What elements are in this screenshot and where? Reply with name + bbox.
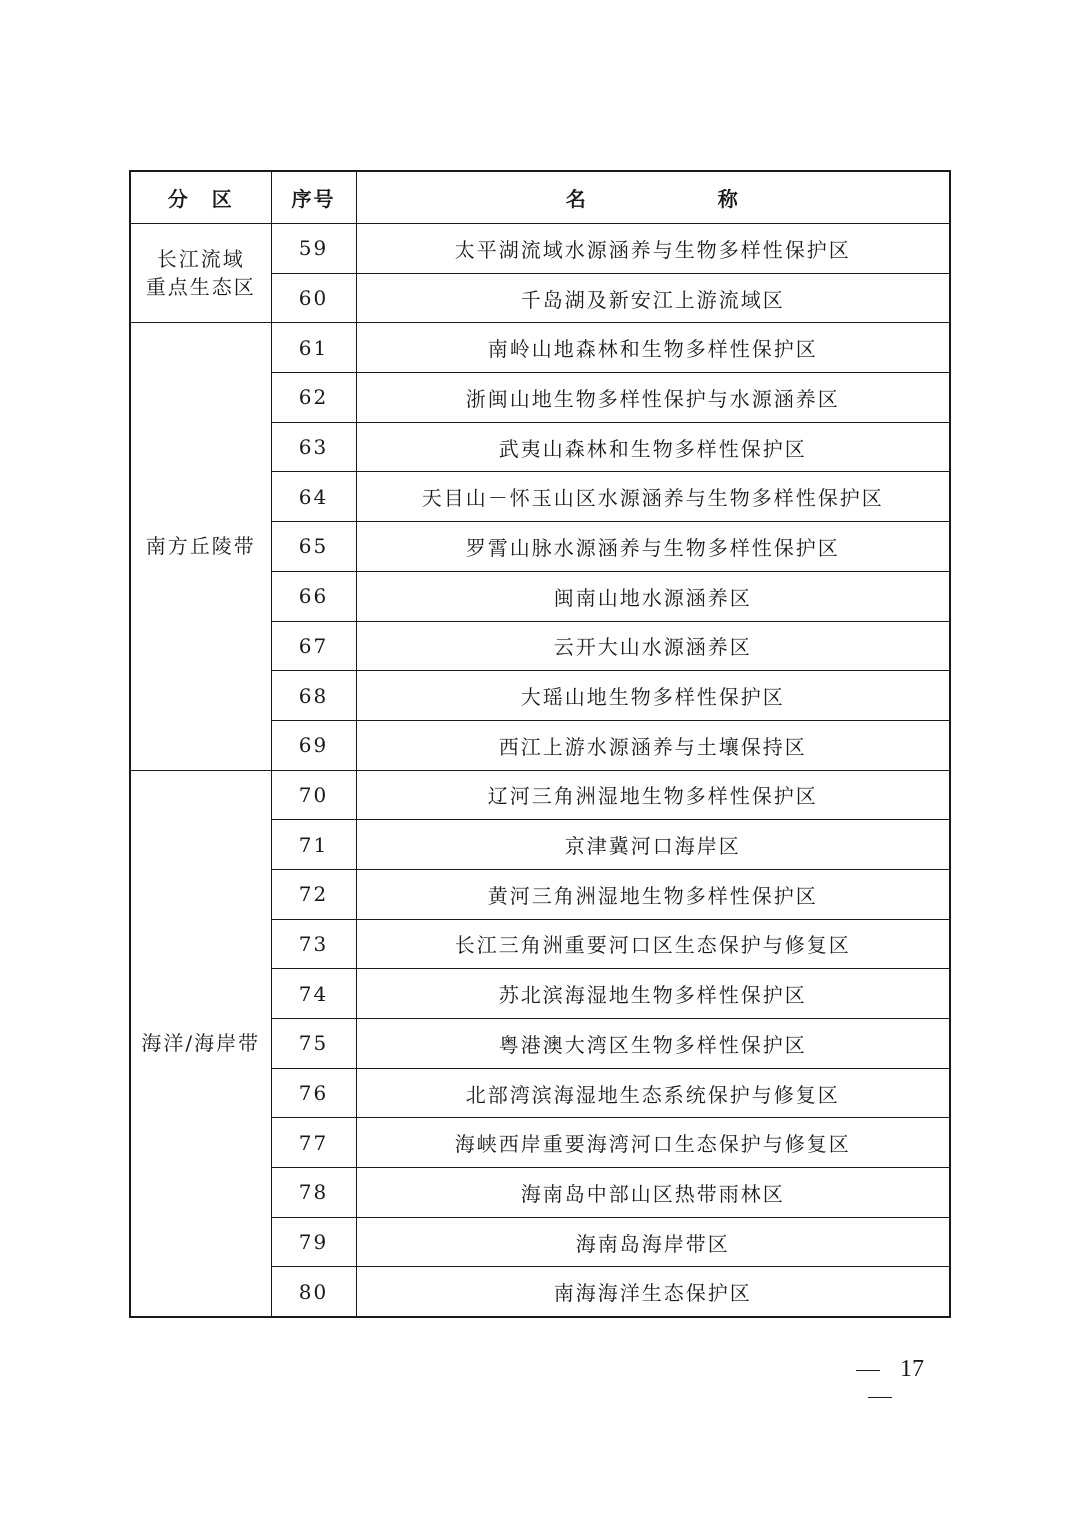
- row-name: 武夷山森林和生物多样性保护区: [356, 422, 950, 472]
- row-number: 72: [271, 869, 356, 919]
- header-name-char-2: 称: [717, 187, 740, 211]
- row-number: 70: [271, 770, 356, 820]
- row-number: 73: [271, 919, 356, 969]
- zone-label-line: 长江流域: [156, 247, 245, 272]
- row-name: 海南岛海岸带区: [356, 1217, 950, 1267]
- row-name: 太平湖流域水源涵养与生物多样性保护区: [356, 224, 950, 274]
- row-number: 74: [271, 969, 356, 1019]
- row-number: 61: [271, 323, 356, 373]
- row-number: 71: [271, 820, 356, 870]
- row-number: 75: [271, 1019, 356, 1069]
- header-number: 序号: [271, 171, 356, 224]
- footer-dash-left: [856, 1370, 880, 1371]
- zone-table: [129, 170, 951, 1318]
- table-body: [130, 224, 950, 1318]
- page-footer: [815, 1356, 945, 1410]
- row-number: 67: [271, 621, 356, 671]
- row-number: 68: [271, 671, 356, 721]
- zone-label-line: 重点生态区: [145, 275, 256, 300]
- row-name: 千岛湖及新安江上游流域区: [356, 273, 950, 323]
- table-row: [130, 323, 950, 373]
- page-number: 17: [900, 1356, 924, 1382]
- row-number: 77: [271, 1118, 356, 1168]
- table-row: [130, 224, 950, 274]
- row-name: 罗霄山脉水源涵养与生物多样性保护区: [356, 522, 950, 572]
- row-name: 海峡西岸重要海湾河口生态保护与修复区: [356, 1118, 950, 1168]
- zone-cell: [130, 323, 271, 770]
- row-name: 西江上游水源涵养与土壤保持区: [356, 720, 950, 770]
- row-number: 65: [271, 522, 356, 572]
- row-number: 69: [271, 720, 356, 770]
- row-number: 62: [271, 373, 356, 423]
- header-name-char-1: 名: [565, 187, 588, 211]
- zone-cell: [130, 224, 271, 323]
- footer-dash-right: [868, 1397, 892, 1398]
- row-name: 京津冀河口海岸区: [356, 820, 950, 870]
- row-number: 76: [271, 1068, 356, 1118]
- row-name: 粤港澳大湾区生物多样性保护区: [356, 1019, 950, 1069]
- row-name: 长江三角洲重要河口区生态保护与修复区: [356, 919, 950, 969]
- header-name: [356, 171, 950, 224]
- row-name: 辽河三角洲湿地生物多样性保护区: [356, 770, 950, 820]
- zone-label-line: 海洋/海岸带: [141, 1031, 261, 1056]
- row-number: 63: [271, 422, 356, 472]
- table-row: [130, 770, 950, 820]
- row-number: 80: [271, 1267, 356, 1317]
- row-name: 天目山－怀玉山区水源涵养与生物多样性保护区: [356, 472, 950, 522]
- row-name: 南海海洋生态保护区: [356, 1267, 950, 1317]
- row-number: 64: [271, 472, 356, 522]
- row-name: 浙闽山地生物多样性保护与水源涵养区: [356, 373, 950, 423]
- header-zone-char-1: 分: [167, 187, 190, 211]
- row-name: 北部湾滨海湿地生态系统保护与修复区: [356, 1068, 950, 1118]
- table-header-row: [130, 171, 950, 224]
- zone-label-line: 南方丘陵带: [145, 534, 256, 559]
- row-name: 南岭山地森林和生物多样性保护区: [356, 323, 950, 373]
- row-number: 60: [271, 273, 356, 323]
- row-name: 闽南山地水源涵养区: [356, 571, 950, 621]
- row-number: 79: [271, 1217, 356, 1267]
- zone-cell: [130, 770, 271, 1317]
- row-name: 云开大山水源涵养区: [356, 621, 950, 671]
- row-number: 59: [271, 224, 356, 274]
- header-zone-char-2: 区: [211, 187, 234, 211]
- row-name: 黄河三角洲湿地生物多样性保护区: [356, 869, 950, 919]
- row-number: 78: [271, 1168, 356, 1218]
- header-zone: [130, 171, 271, 224]
- row-number: 66: [271, 571, 356, 621]
- row-name: 海南岛中部山区热带雨林区: [356, 1168, 950, 1218]
- row-name: 苏北滨海湿地生物多样性保护区: [356, 969, 950, 1019]
- row-name: 大瑶山地生物多样性保护区: [356, 671, 950, 721]
